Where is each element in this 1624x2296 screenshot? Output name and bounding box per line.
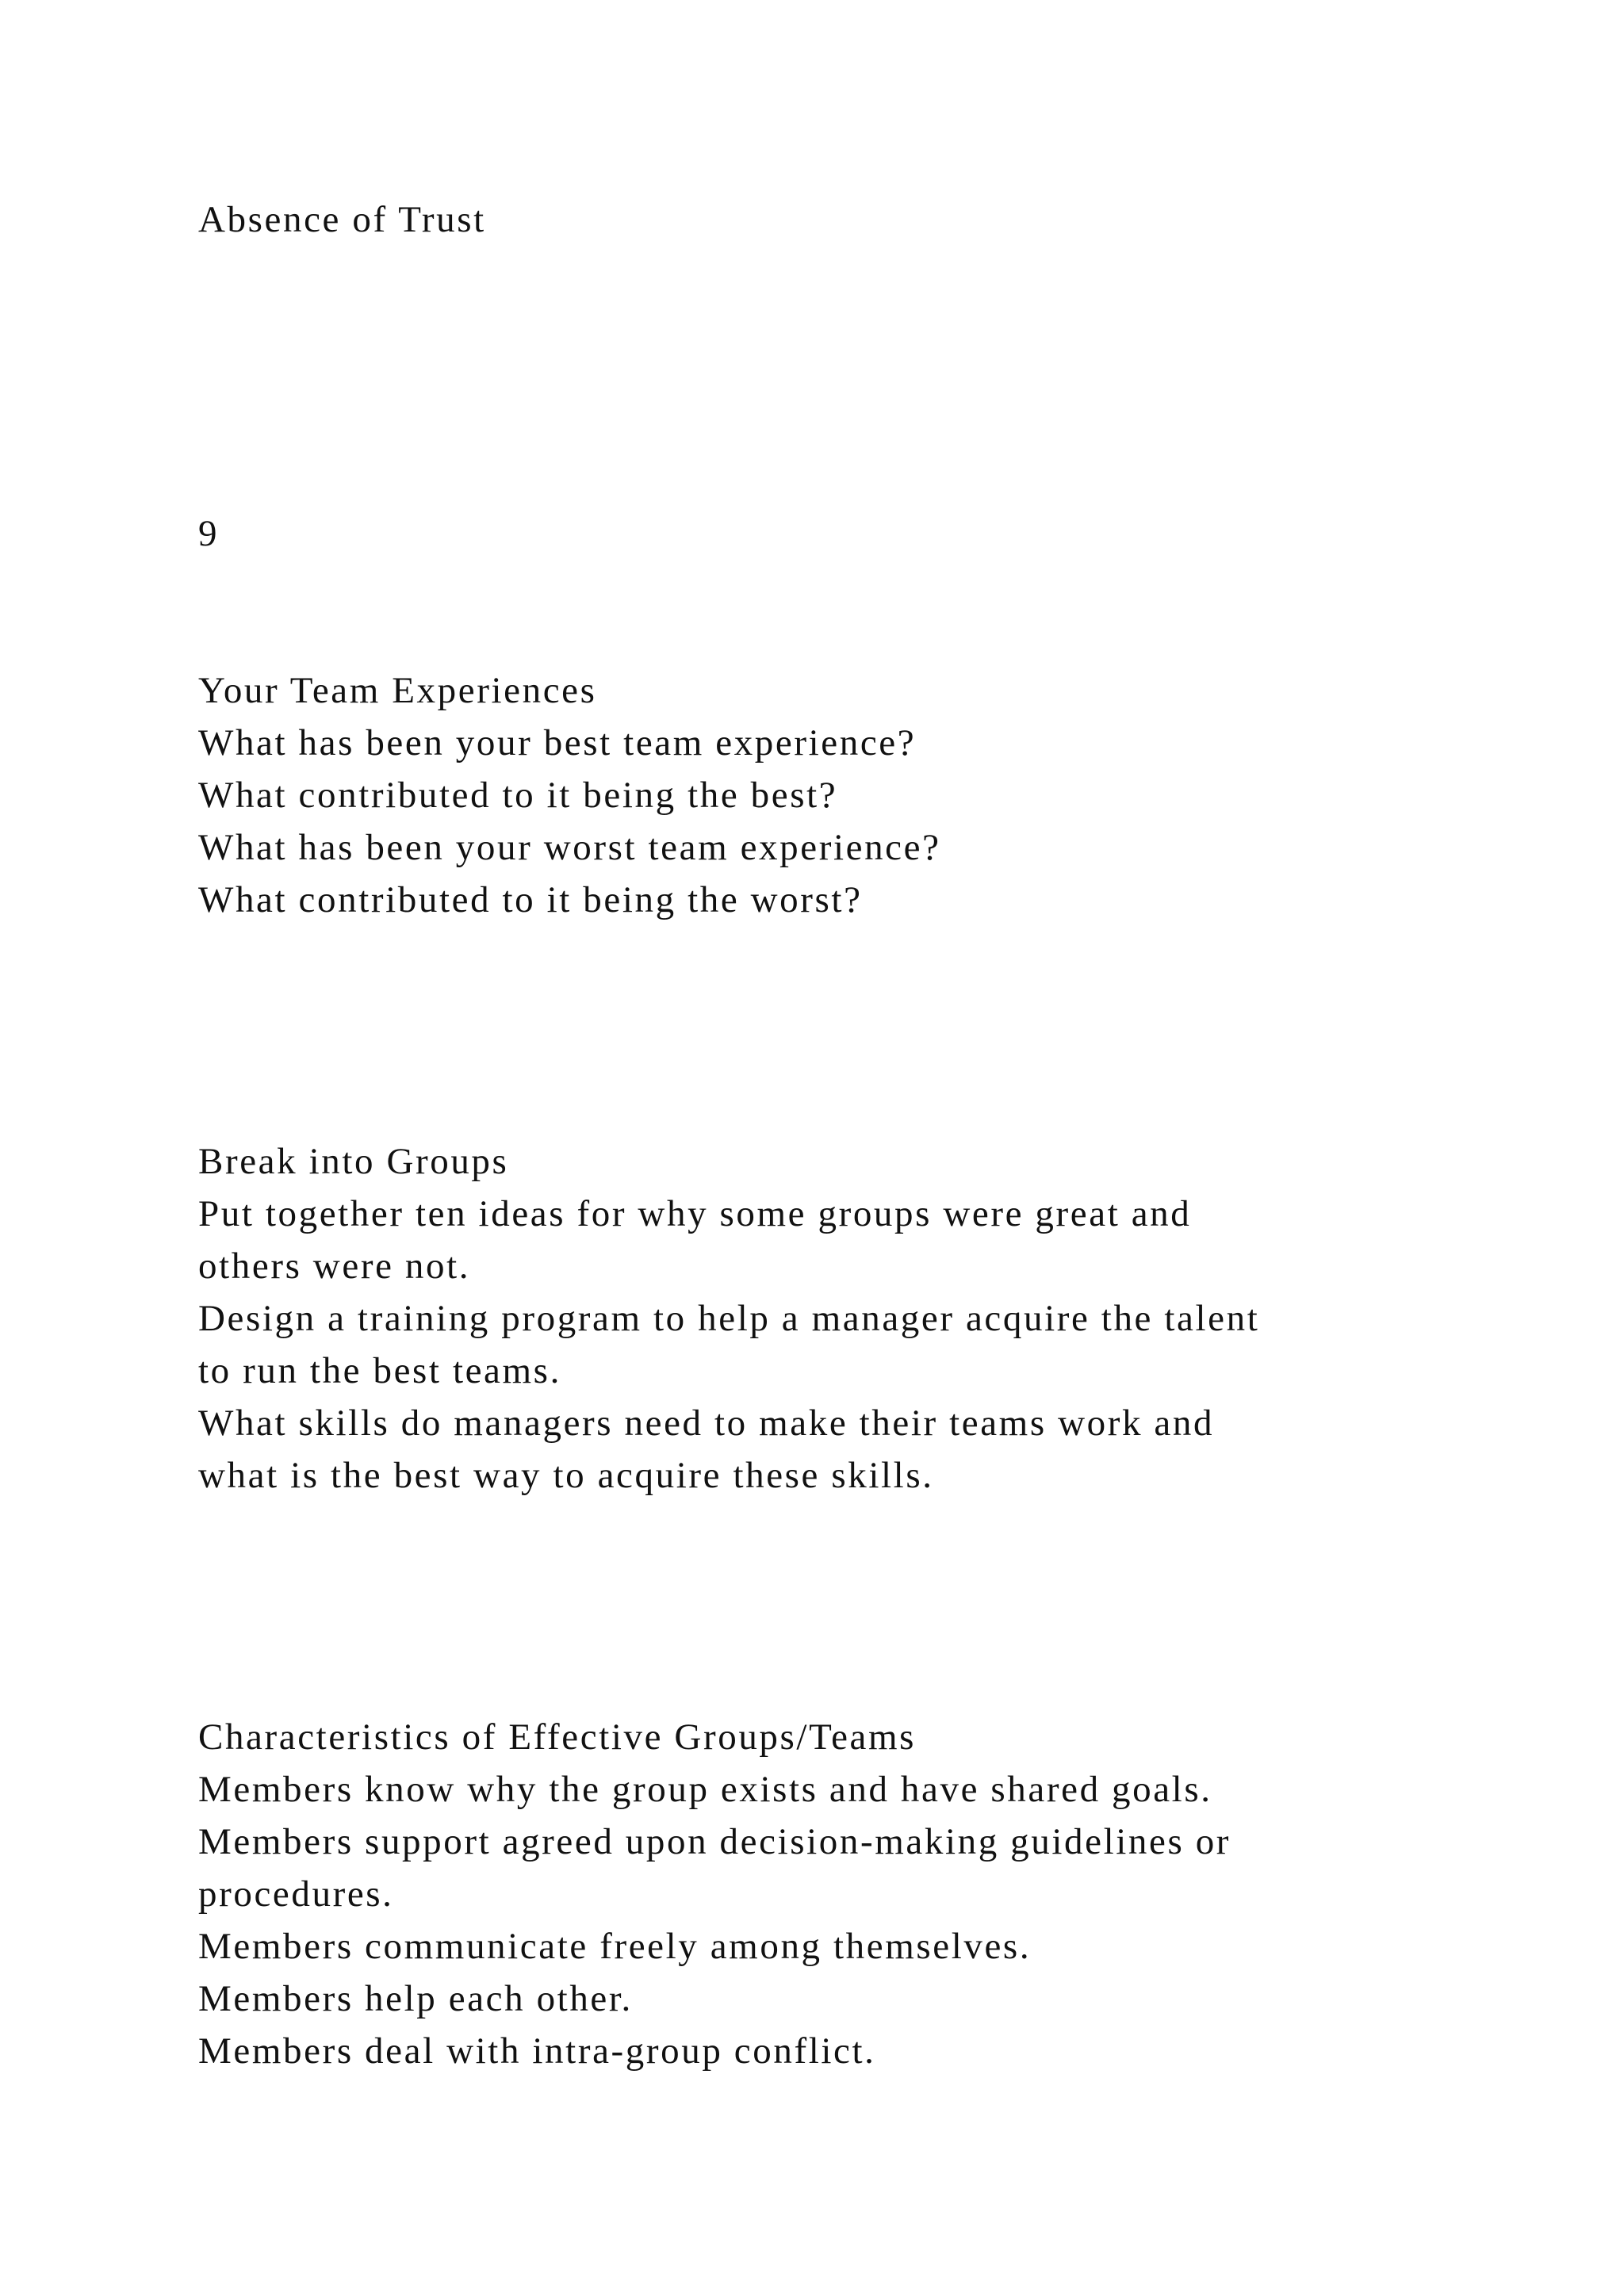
text-line: Members know why the group exists and have shared goals. bbox=[198, 1769, 1212, 1810]
heading-characteristics: Characteristics of Effective Groups/Teams bbox=[198, 1716, 917, 1758]
text-line: What has been your worst team experience? bbox=[198, 827, 941, 868]
text-line: what is the best way to acquire these skills. bbox=[198, 1455, 934, 1496]
text-line: What skills do managers need to make their teams work and bbox=[198, 1402, 1215, 1444]
text-line: to run the best teams. bbox=[198, 1350, 561, 1391]
text-line: Design a training program to help a manager acquire the talent bbox=[198, 1298, 1260, 1339]
text-line: Members help each other. bbox=[198, 1978, 633, 2019]
text-line: Members deal with intra-group conflict. bbox=[198, 2030, 876, 2072]
heading-break-into-groups: Break into Groups bbox=[198, 1141, 509, 1182]
heading-absence-of-trust: Absence of Trust bbox=[198, 199, 486, 240]
text-line: What contributed to it being the worst? bbox=[198, 879, 863, 920]
page-number: 9 bbox=[198, 513, 220, 554]
text-line: What contributed to it being the best? bbox=[198, 775, 838, 816]
text-line: Put together ten ideas for why some groups were great and bbox=[198, 1193, 1192, 1234]
text-line: What has been your best team experience? bbox=[198, 722, 917, 763]
heading-your-team-experiences: Your Team Experiences bbox=[198, 670, 597, 711]
text-line: Members support agreed upon decision-making guidelines or bbox=[198, 1821, 1231, 1862]
text-line: procedures. bbox=[198, 1873, 394, 1915]
text-line: Members communicate freely among themselves. bbox=[198, 1926, 1032, 1967]
text-line: others were not. bbox=[198, 1246, 471, 1287]
